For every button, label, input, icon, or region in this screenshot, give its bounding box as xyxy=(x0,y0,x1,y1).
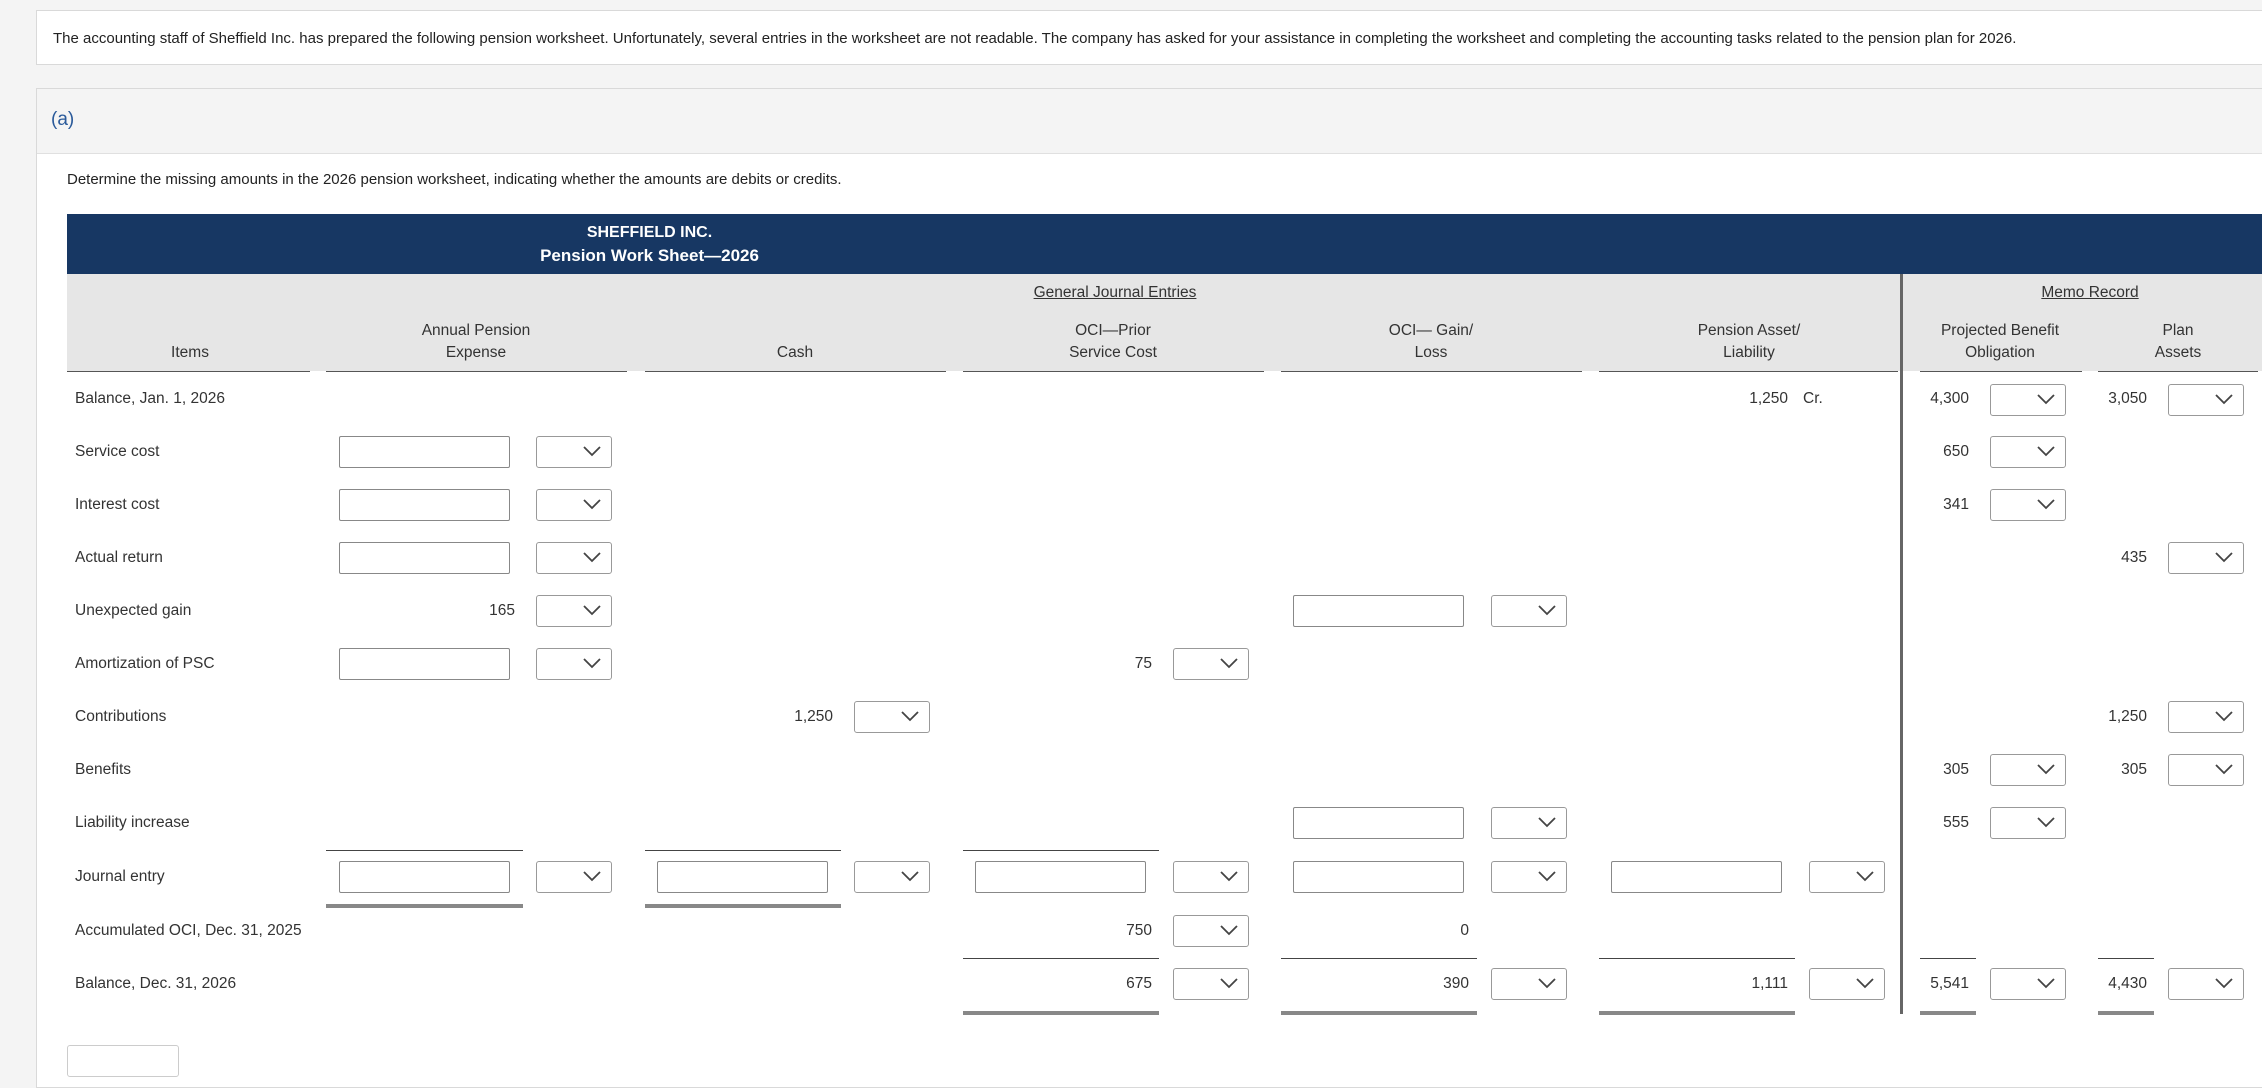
je-ape-drcr-select[interactable] xyxy=(536,861,612,893)
col-ape-line2: Expense xyxy=(445,344,507,361)
pa-benefits-drcr-select[interactable] xyxy=(2168,754,2244,786)
ape-service-cost-input[interactable] xyxy=(339,436,510,468)
header-rule xyxy=(2098,371,2258,372)
chevron-down-icon xyxy=(2037,763,2055,775)
row-label-liability-increase: Liability increase xyxy=(75,814,190,831)
row-label-benefits: Benefits xyxy=(75,761,132,778)
psc-amort-value: 75 xyxy=(1134,655,1152,672)
chevron-down-icon xyxy=(2215,977,2233,989)
chevron-down-icon xyxy=(1856,977,1874,989)
sum-rule xyxy=(963,958,1159,959)
chevron-down-icon xyxy=(2215,763,2233,775)
chevron-down-icon xyxy=(583,604,601,616)
header-rule xyxy=(1599,371,1898,372)
double-rule xyxy=(326,904,523,908)
double-rule xyxy=(1920,1011,1976,1015)
double-rule xyxy=(645,904,841,908)
chevron-down-icon xyxy=(583,870,601,882)
pa-dec31-value: 4,430 xyxy=(2108,975,2147,992)
worksheet-title: Pension Work Sheet—2026 xyxy=(540,246,759,265)
chevron-down-icon xyxy=(583,657,601,669)
row-label-journal-entry: Journal entry xyxy=(75,868,165,885)
pbo-benefits-drcr-select[interactable] xyxy=(1990,754,2066,786)
col-pbo-line1: Projected Benefit xyxy=(1940,322,2060,339)
je-gl-drcr-select[interactable] xyxy=(1491,861,1567,893)
part-label: (a) xyxy=(51,109,75,130)
cash-contrib-value: 1,250 xyxy=(794,708,833,725)
sum-rule xyxy=(1920,958,1976,959)
pbo-jan1-drcr-select[interactable] xyxy=(1990,384,2066,416)
gl-liability-increase-input[interactable] xyxy=(1293,807,1464,839)
col-pal-line2: Liability xyxy=(1723,344,1775,361)
pbo-dec31-drcr-select[interactable] xyxy=(1990,968,2066,1000)
je-psc-input[interactable] xyxy=(975,861,1146,893)
psc-dec31-drcr-select[interactable] xyxy=(1173,968,1249,1000)
row-label-amortization-psc: Amortization of PSC xyxy=(75,655,215,672)
chevron-down-icon xyxy=(2037,445,2055,457)
problem-intro: The accounting staff of Sheffield Inc. has prepared the following pension worksheet. Unfortunately, several entries in the worksheet are not readable. The company has asked for your assistance in completing the worksheet and completing the accounting tasks related to the pension plan for 2026. xyxy=(36,10,2262,65)
double-rule xyxy=(963,1011,1159,1015)
worksheet-title-bar xyxy=(67,214,2262,274)
chevron-down-icon xyxy=(1538,816,1556,828)
ape-unexpected-value: 165 xyxy=(489,602,515,619)
double-rule xyxy=(1599,1011,1795,1015)
company-name: SHEFFIELD INC. xyxy=(586,224,713,241)
chevron-down-icon xyxy=(1538,870,1556,882)
je-pal-input[interactable] xyxy=(1611,861,1782,893)
row-label-service-cost: Service cost xyxy=(75,443,160,460)
ape-amortization-input[interactable] xyxy=(339,648,510,680)
pbo-liability-increase-drcr-select[interactable] xyxy=(1990,807,2066,839)
header-rule xyxy=(1281,371,1582,372)
question-text: Determine the missing amounts in the 2026 pension worksheet, indicating whether the amounts are debits or credits. xyxy=(67,171,842,188)
chevron-down-icon xyxy=(2215,710,2233,722)
pal-dec31-drcr-select[interactable] xyxy=(1809,968,1885,1000)
sum-rule xyxy=(1281,958,1477,959)
pal-jan1-drcr: Cr. xyxy=(1803,390,1823,407)
row-label-unexpected-gain: Unexpected gain xyxy=(75,602,192,619)
gl-accum-value: 0 xyxy=(1460,922,1469,939)
header-rule xyxy=(1920,371,2082,372)
pa-contrib-drcr-select[interactable] xyxy=(2168,701,2244,733)
row-label-accumulated-oci: Accumulated OCI, Dec. 31, 2025 xyxy=(75,922,302,939)
header-rule xyxy=(326,371,627,372)
pal-dec31-value: 1,111 xyxy=(1751,975,1788,992)
pbo-benefits-value: 305 xyxy=(1943,761,1969,778)
ape-amort-drcr-select[interactable] xyxy=(536,648,612,680)
ape-unexpected-drcr-select[interactable] xyxy=(536,595,612,627)
psc-dec31-value: 675 xyxy=(1126,975,1152,992)
col-pa-line1: Plan xyxy=(2162,322,2194,339)
sum-rule xyxy=(645,850,841,851)
ape-interest-cost-input[interactable] xyxy=(339,489,510,521)
je-ape-input[interactable] xyxy=(339,861,510,893)
ape-service-drcr-select[interactable] xyxy=(536,436,612,468)
pbo-service-drcr-select[interactable] xyxy=(1990,436,2066,468)
col-pa-line2: Assets xyxy=(2154,344,2202,361)
psc-amort-drcr-select[interactable] xyxy=(1173,648,1249,680)
pbo-service-value: 650 xyxy=(1943,443,1969,460)
col-cash: Cash xyxy=(776,344,814,361)
chevron-down-icon xyxy=(1220,924,1238,936)
gl-dec31-drcr-select[interactable] xyxy=(1491,968,1567,1000)
je-gl-input[interactable] xyxy=(1293,861,1464,893)
double-rule xyxy=(2098,1011,2154,1015)
chevron-down-icon xyxy=(1856,870,1874,882)
gl-unexpected-gain-input[interactable] xyxy=(1293,595,1464,627)
psc-accum-value: 750 xyxy=(1126,922,1152,939)
chevron-down-icon xyxy=(2215,393,2233,405)
col-ape-line1: Annual Pension xyxy=(421,322,531,339)
next-section-button[interactable] xyxy=(67,1045,179,1077)
chevron-down-icon xyxy=(2037,498,2055,510)
pa-dec31-drcr-select[interactable] xyxy=(2168,968,2244,1000)
header-rule xyxy=(67,371,310,372)
gl-dec31-value: 390 xyxy=(1443,975,1469,992)
chevron-down-icon xyxy=(2037,977,2055,989)
row-label-balance-dec31: Balance, Dec. 31, 2026 xyxy=(75,975,237,992)
sum-rule xyxy=(326,850,523,851)
ape-interest-drcr-select[interactable] xyxy=(536,489,612,521)
gl-unexpected-drcr-select[interactable] xyxy=(1491,595,1567,627)
chevron-down-icon xyxy=(1538,977,1556,989)
double-rule xyxy=(1281,1011,1477,1015)
col-pal-line1: Pension Asset/ xyxy=(1697,322,1801,339)
ape-actual-return-input[interactable] xyxy=(339,542,510,574)
chevron-down-icon xyxy=(2215,551,2233,563)
je-pal-drcr-select[interactable] xyxy=(1809,861,1885,893)
general-journal-header: General Journal Entries xyxy=(1033,284,1197,301)
part-a-header xyxy=(37,89,2262,154)
je-psc-drcr-select[interactable] xyxy=(1173,861,1249,893)
col-items: Items xyxy=(171,344,209,361)
header-rule xyxy=(645,371,946,372)
chevron-down-icon xyxy=(901,710,919,722)
col-gl-line1: OCI— Gain/ xyxy=(1388,322,1474,339)
row-label-contributions: Contributions xyxy=(75,708,167,725)
pa-jan1-drcr-select[interactable] xyxy=(2168,384,2244,416)
pbo-dec31-value: 5,541 xyxy=(1930,975,1969,992)
sum-rule xyxy=(2098,958,2154,959)
ape-return-drcr-select[interactable] xyxy=(536,542,612,574)
cash-contrib-drcr-select[interactable] xyxy=(854,701,930,733)
pa-benefits-value: 305 xyxy=(2121,761,2147,778)
pbo-interest-drcr-select[interactable] xyxy=(1990,489,2066,521)
pbo-interest-value: 341 xyxy=(1943,496,1969,513)
chevron-down-icon xyxy=(583,445,601,457)
je-cash-input[interactable] xyxy=(657,861,828,893)
chevron-down-icon xyxy=(583,551,601,563)
pbo-liability-increase-value: 555 xyxy=(1943,814,1969,831)
col-pbo-line2: Obligation xyxy=(1965,344,2035,361)
pa-jan1-value: 3,050 xyxy=(2108,390,2147,407)
row-label-actual-return: Actual return xyxy=(75,549,163,566)
chevron-down-icon xyxy=(2037,393,2055,405)
je-cash-drcr-select[interactable] xyxy=(854,861,930,893)
chevron-down-icon xyxy=(901,870,919,882)
pa-contrib-value: 1,250 xyxy=(2108,708,2147,725)
chevron-down-icon xyxy=(1538,604,1556,616)
pa-return-drcr-select[interactable] xyxy=(2168,542,2244,574)
row-label-interest-cost: Interest cost xyxy=(75,496,160,513)
sum-rule xyxy=(1599,958,1795,959)
pbo-jan1-value: 4,300 xyxy=(1930,390,1969,407)
chevron-down-icon xyxy=(583,498,601,510)
row-label-balance-jan1: Balance, Jan. 1, 2026 xyxy=(75,390,225,407)
psc-accum-drcr-select[interactable] xyxy=(1173,915,1249,947)
col-psc-line2: Service Cost xyxy=(1069,344,1157,361)
chevron-down-icon xyxy=(1220,977,1238,989)
chevron-down-icon xyxy=(1220,657,1238,669)
gl-liability-increase-drcr-select[interactable] xyxy=(1491,807,1567,839)
chevron-down-icon xyxy=(1220,870,1238,882)
chevron-down-icon xyxy=(2037,816,2055,828)
memo-divider xyxy=(1900,274,1903,1014)
pa-return-value: 435 xyxy=(2121,549,2147,566)
memo-record-header: Memo Record xyxy=(2041,284,2139,301)
col-gl-line2: Loss xyxy=(1414,344,1448,361)
pal-jan1-value: 1,250 xyxy=(1749,390,1788,407)
header-rule xyxy=(963,371,1264,372)
sum-rule xyxy=(963,850,1159,851)
col-psc-line1: OCI—Prior xyxy=(1075,322,1151,339)
